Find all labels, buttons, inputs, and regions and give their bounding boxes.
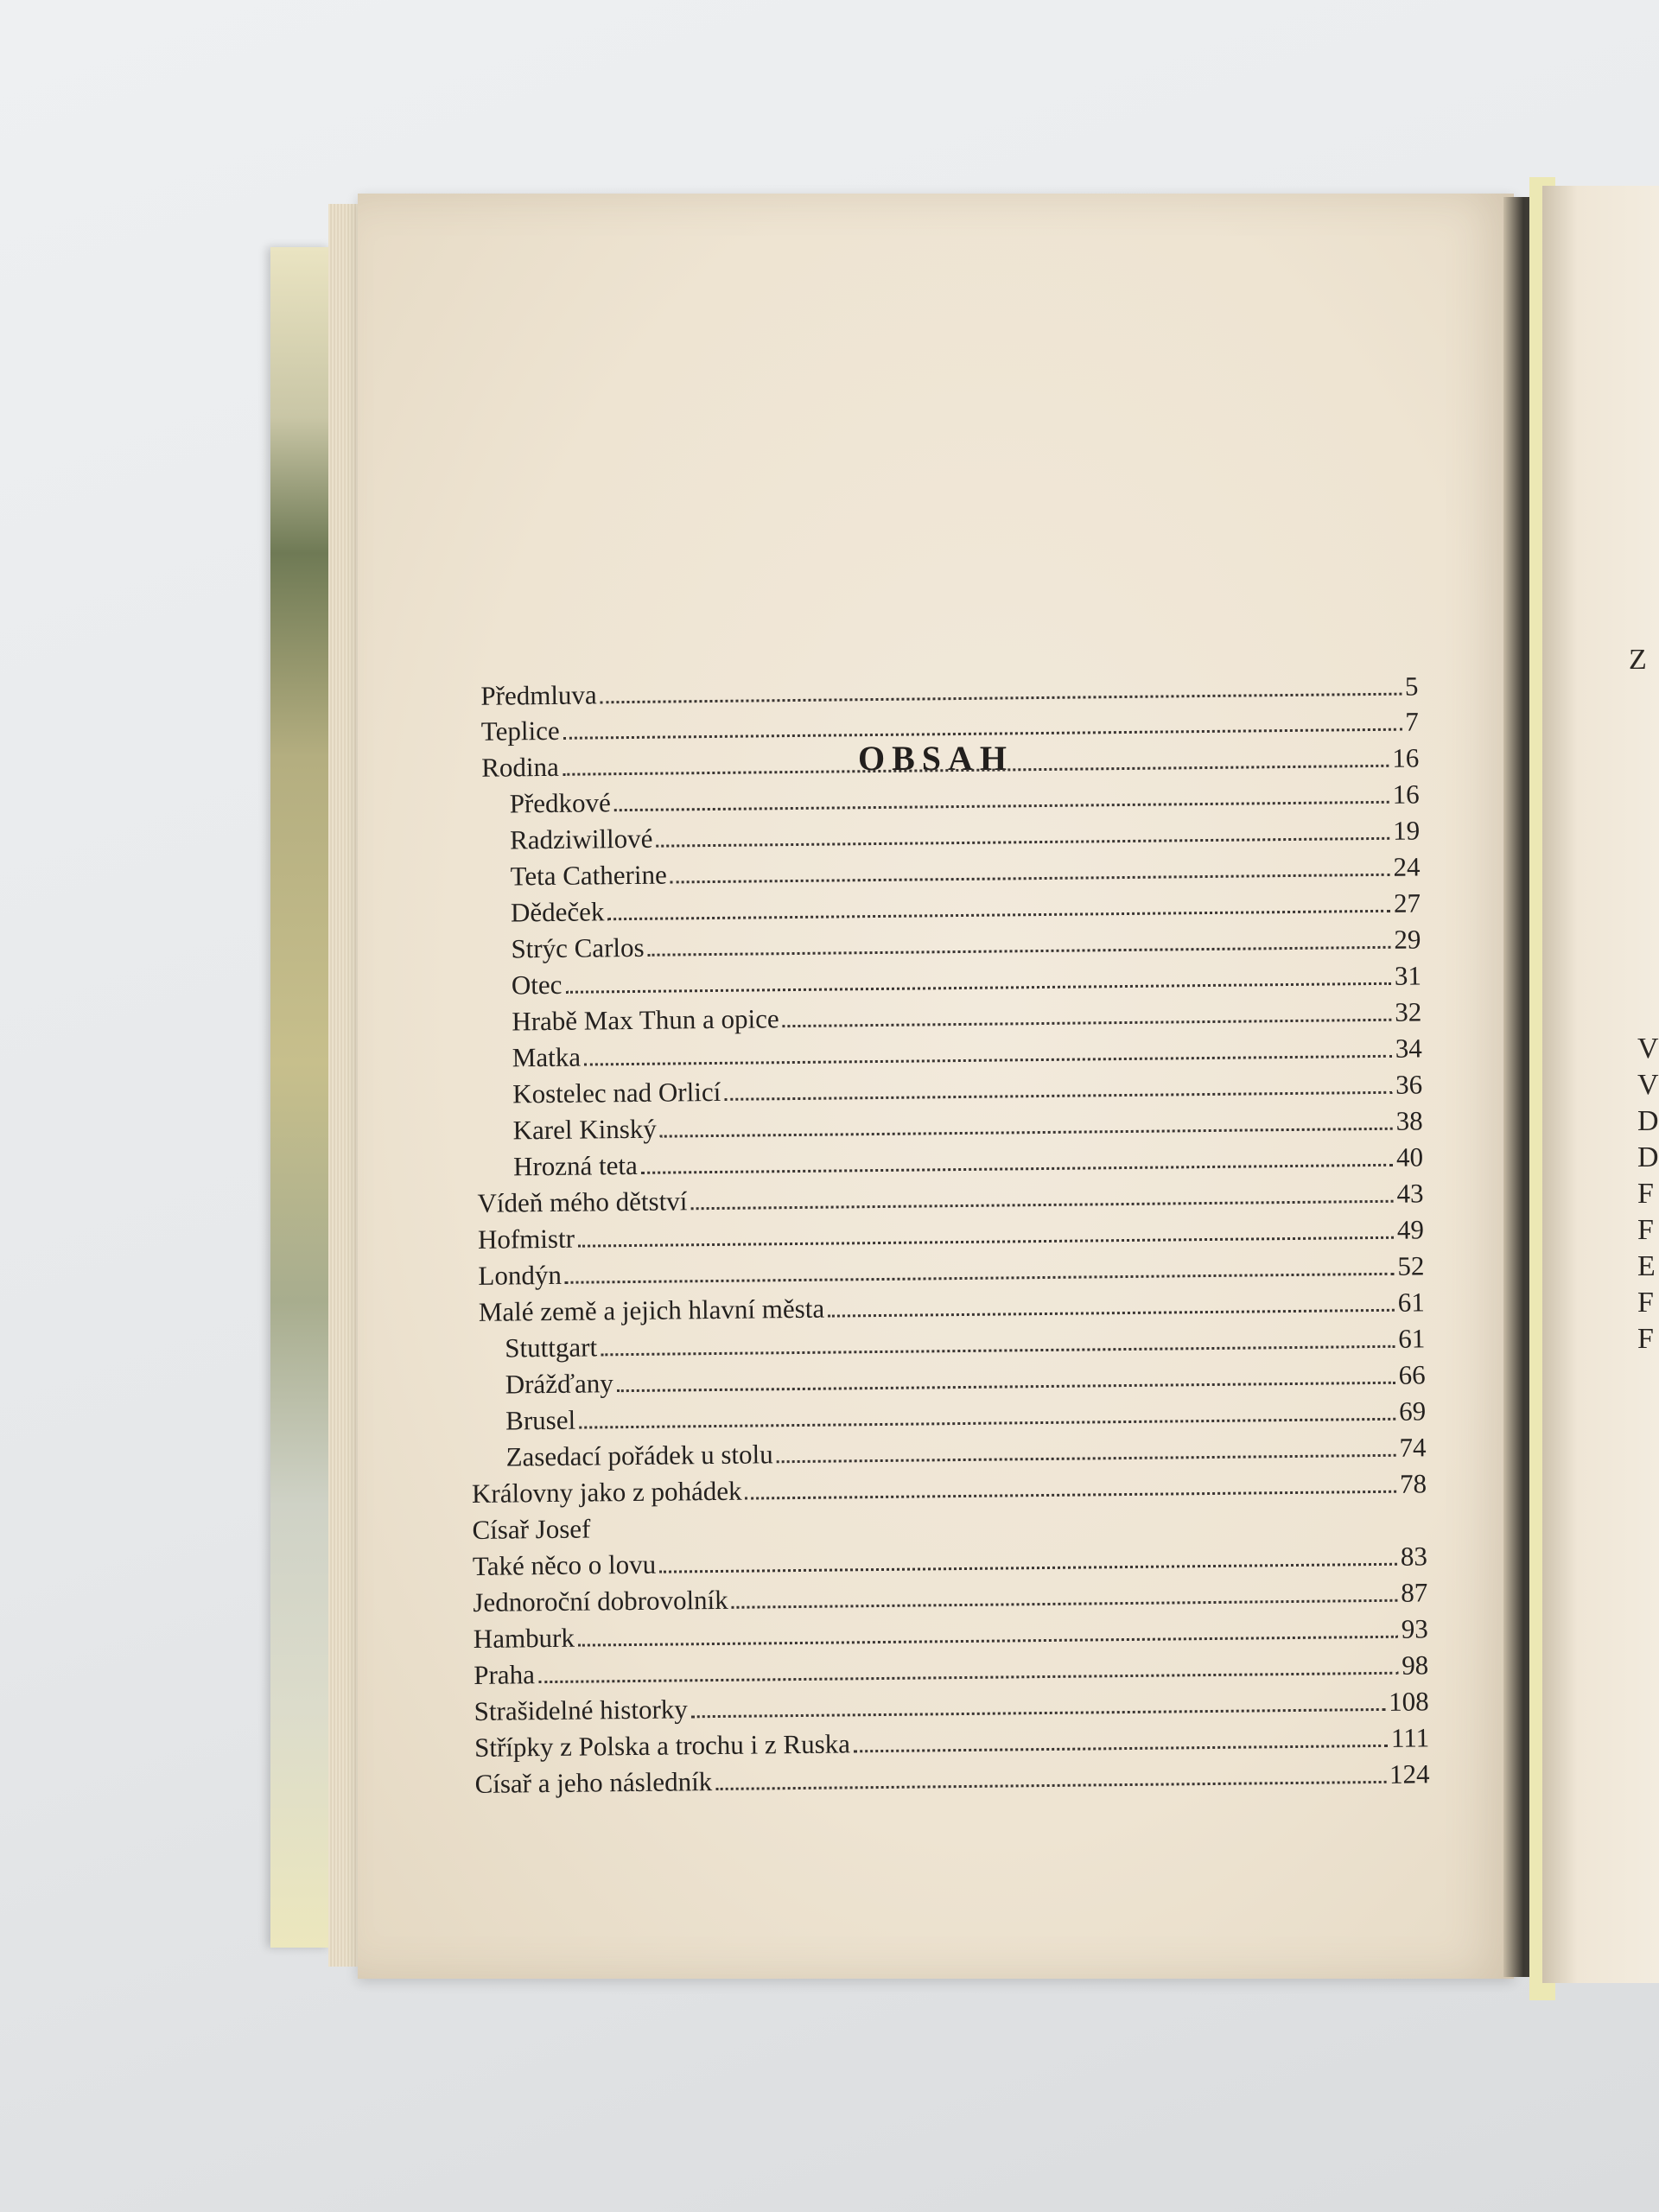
toc-entry-page: 24 [1393,851,1421,882]
toc-entry-label: Otec [511,969,563,1001]
facing-page-text-fragment: F [1637,1287,1654,1319]
toc-entry-page: 108 [1388,1686,1429,1717]
toc-entry-label: Stuttgart [505,1332,598,1363]
toc-entry-page: 66 [1398,1359,1426,1390]
toc-entry-page: 34 [1395,1033,1422,1064]
toc-entry-page: 52 [1397,1250,1425,1281]
toc-entry-label: Předkové [509,787,611,819]
toc-entry-label: Hofmistr [477,1223,575,1255]
toc-entry-label: Rodina [481,751,560,783]
toc-entry-page: 61 [1397,1287,1425,1318]
toc-entry-page: 69 [1398,1395,1427,1427]
toc-entry-label: Střípky z Polska a trochu i z Ruska [474,1728,851,1763]
toc-entry-label: Matka [512,1041,582,1073]
toc-entry-label: Brusel [505,1404,576,1436]
contents-title: OBSAH [857,739,1014,778]
toc-entry-page: 29 [1394,924,1421,955]
facing-page-text-fragment: Z [1629,644,1647,676]
toc-entry-page: 5 [1404,671,1419,702]
facing-page-text-fragment: D [1637,1105,1659,1137]
facing-page-text-fragment: F [1637,1178,1654,1210]
toc-entry-page: 27 [1393,887,1421,918]
toc-entry-label: Praha [474,1659,536,1690]
toc-entry-label: Císař Josef [472,1513,591,1545]
toc-entry-label: Londýn [478,1259,563,1291]
toc-entry-page: 49 [1396,1214,1425,1245]
facing-page-text-fragment: F [1637,1323,1654,1355]
toc-entry-label: Vídeň mého dětství [477,1185,688,1218]
facing-page-text-fragment: D [1637,1141,1659,1173]
facing-page-text-fragment: F [1637,1214,1654,1246]
toc-entry-label: Zasedací pořádek u stolu [505,1439,773,1472]
toc-entry-label: Hrozná teta [512,1149,639,1182]
toc-leader-dots [715,1781,1386,1790]
toc-entry-page: 98 [1402,1649,1429,1681]
book-cover-edge [270,247,331,1948]
toc-entry-page: 78 [1399,1468,1427,1499]
toc-entry-label: Královny jako z pohádek [471,1475,742,1509]
toc-entry-page: 93 [1401,1613,1428,1644]
toc-entry-label: Strašidelné historky [474,1694,688,1726]
toc-entry-page: 32 [1395,996,1422,1027]
toc-entry-label: Drážďany [505,1368,613,1400]
toc-entry-page: 111 [1390,1722,1430,1753]
toc-entry-label: Kostelec nad Orlicí [512,1076,721,1109]
toc-entry-page: 19 [1392,815,1421,846]
toc-entry-label: Dědeček [510,896,605,928]
toc-entry-label: Hrabě Max Thun a opice [512,1003,779,1037]
toc-entry-label: Jednoroční dobrovolník [473,1584,728,1618]
toc-entry-page: 43 [1396,1178,1424,1209]
toc-entry-page: 74 [1399,1432,1427,1463]
toc-entry-page: 16 [1392,779,1420,810]
toc-entry-label: Hamburk [473,1622,575,1654]
toc-entry-label: Císař a jeho následník [474,1766,713,1799]
toc-entry-page: 124 [1389,1758,1430,1789]
facing-page-text-fragment: E [1637,1250,1656,1282]
facing-page-text-fragment: V [1637,1069,1659,1101]
toc-entry-label: Teplice [480,715,560,747]
toc-entry-page: 16 [1392,742,1420,773]
toc-entry-label: Teta Catherine [510,859,667,892]
toc-entry-label: Malé země a jejich hlavní města [478,1293,825,1327]
toc-entry-label: Předmluva [480,679,597,711]
toc-entry-label: Také něco o lovu [472,1548,657,1581]
toc-entry-page: 40 [1395,1141,1424,1173]
toc-entry-page: 61 [1398,1323,1426,1354]
table-of-contents [345,188,1520,1985]
toc-entry-label: Strýc Carlos [511,931,645,964]
facing-page-text-fragment: V [1637,1033,1659,1065]
toc-entry-page: 31 [1394,960,1422,991]
right-page [1542,186,1659,1983]
toc-entry-page: 83 [1400,1541,1428,1572]
toc-entry-label: Radziwillové [509,823,653,855]
toc-entry-page: 38 [1395,1105,1423,1136]
left-page [358,194,1514,1979]
toc-entry-page: 7 [1405,706,1419,737]
toc-entry-label: Karel Kinský [512,1113,657,1146]
toc-entry-page: 36 [1395,1069,1423,1100]
toc-entry-page: 87 [1401,1577,1428,1608]
